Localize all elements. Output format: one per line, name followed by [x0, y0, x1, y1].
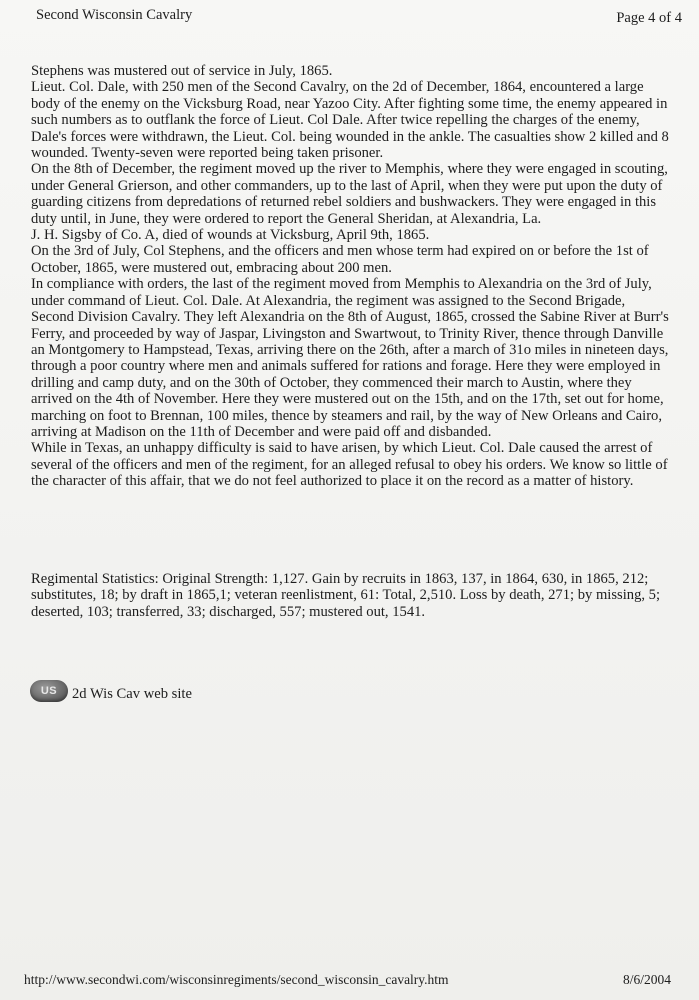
page-number: Page 4 of 4 [616, 10, 682, 26]
paragraph: In compliance with orders, the last of the regiment moved from Memphis to Alexandria on the 3rd of July, under command of Lieut. Col. Dale. At Alexandria, the regiment was assigned to the Second Brigade, Second Division Cavalry. They left Alexandria on the 8th of August, 1865, crossed the Sabine River at Burr's Ferry, and proceeded by way of Jaspar, Livingston and Swartwout, to Trinity River, thence through Danville an Montgomery to Hampstead, Texas, arriving there on the 26th, after a march of 31o miles in nineteen days, through a poor country where men and animals suffered for rations and forage. Here they were employed in drilling and camp duty, and on the 30th of October, they commenced their march to Austin, where they arrived on the 4th of November. Here they were mustered out on the 15th, and on the 17th, set out for home, marching on foot to Brennan, 100 miles, thence by steamers and rail, by the way of New Orleans and Cairo, arriving at Madison on the 11th of December and were paid off and disbanded. [31, 276, 669, 440]
document-title: Second Wisconsin Cavalry [36, 7, 193, 23]
footer-url: http://www.secondwi.com/wisconsinregiments/second_wisconsin_cavalry.htm [24, 972, 449, 987]
history-text [31, 63, 671, 490]
us-flag-badge-icon: US [30, 680, 68, 702]
regimental-statistics: Regimental Statistics: Original Strength: 1,127. Gain by recruits in 1863, 137, in 1864, 630, in 1865, 212; substitutes, 18; by draft in 1865,1; veteran reenlistment, 61: Total, 2,510. Loss by death, 271; by missing, 5; deserted, 103; transferred, 33; discharged, 557; mustered out, 1541. [31, 571, 661, 620]
paragraph: While in Texas, an unhappy difficulty is said to have arisen, by which Lieut. Col. Dale caused the arrest of several of the officers and men of the regiment, for an alleged refusal to obey his orders. We know so little of the character of this affair, that we do not feel authorized to place it on the record as a matter of history. [31, 440, 668, 490]
website-link-label[interactable]: 2d Wis Cav web site [72, 686, 192, 702]
paragraph: On the 3rd of July, Col Stephens, and the officers and men whose term had expired on or before the 1st of October, 1865, were mustered out, embracing about 200 men. [31, 243, 649, 276]
footer-date: 8/6/2004 [622, 972, 671, 987]
paragraph: On the 8th of December, the regiment moved up the river to Memphis, where they were engaged in scouting, under General Grierson, and other commanders, up to the last of April, when they were put upon the duty of guarding citizens from depredations of returned rebel soldiers and bushwackers. They were engaged in this duty until, in June, they were ordered to report the General Sheridan, at Alexandria, La. [31, 161, 668, 227]
paragraph: J. H. Sigsby of Co. A, died of wounds at Vicksburg, April 9th, 1865. [31, 227, 430, 244]
website-link[interactable] [30, 678, 192, 703]
paragraph: Lieut. Col. Dale, with 250 men of the Second Cavalry, on the 2d of December, 1864, encountered a large body of the enemy on the Vicksburg Road, near Yazoo City. After fighting some time, the enemy appeared in such numbers as to outflank the force of Lieut. Col Dale. After twice repelling the charges of the enemy, Dale's forces were withdrawn, the Lieut. Col. being wounded in the ankle. The casualties show 2 killed and 8 wounded. Twenty-seven were reported being taken prisoner. [31, 79, 669, 162]
paragraph: Stephens was mustered out of service in July, 1865. [31, 63, 333, 79]
